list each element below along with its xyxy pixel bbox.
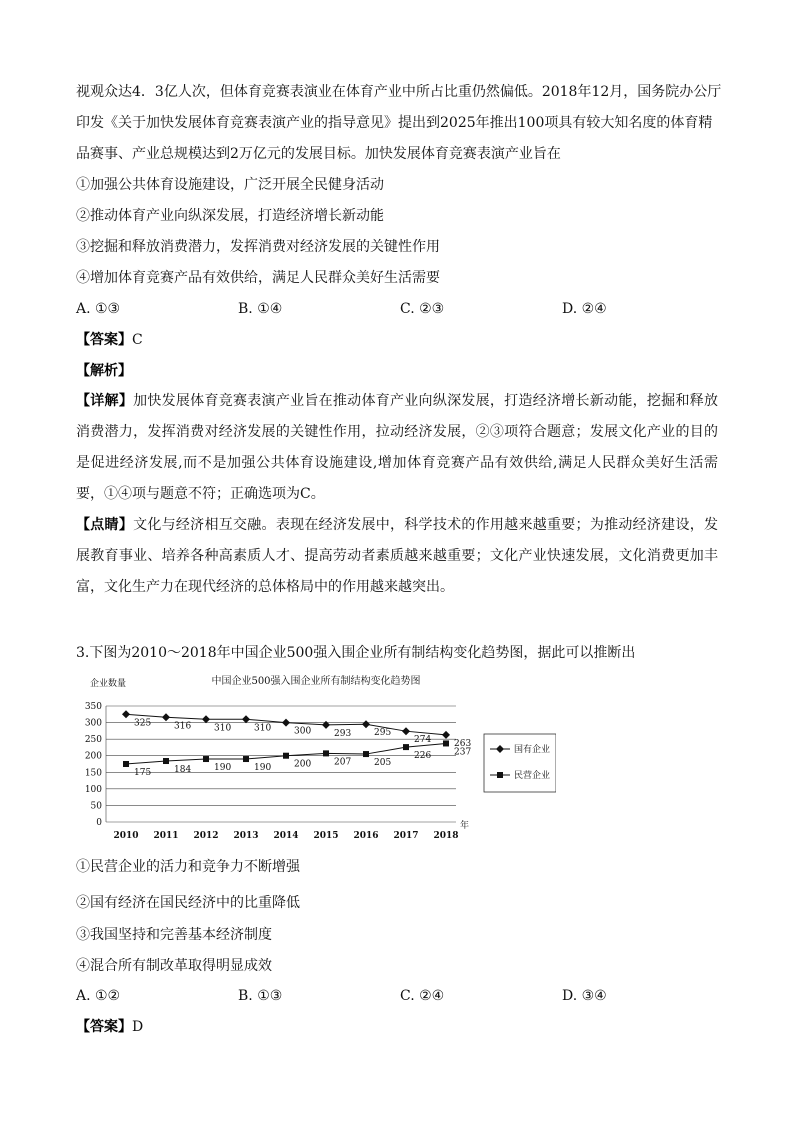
q3-answer — [76, 1017, 143, 1037]
x-tick-label: 2011 — [153, 831, 179, 841]
data-point-diamond — [322, 721, 330, 729]
data-point-diamond — [442, 731, 450, 739]
data-point-square — [403, 744, 409, 750]
data-label: 200 — [294, 759, 312, 770]
q3-answer-tag: 【答案】 — [76, 1019, 132, 1035]
data-label: 325 — [134, 718, 152, 729]
y-tick-label: 250 — [84, 735, 102, 746]
data-point-square — [323, 750, 329, 756]
data-label: 237 — [454, 747, 472, 758]
q2-item-2: ②推动体育产业向纵深发展，打造经济增长新动能 — [76, 208, 384, 224]
q3-option-a[interactable]: A. ①② — [76, 988, 121, 1004]
legend-box — [484, 734, 556, 792]
x-tick-label: 2015 — [313, 831, 339, 841]
q3-option-c[interactable]: C. ②④ — [400, 988, 445, 1004]
q3-item-3: ③我国坚持和完善基本经济制度 — [76, 927, 272, 943]
data-point-square — [443, 740, 449, 746]
ownership-trend-chart — [76, 672, 556, 842]
chart-series — [122, 710, 471, 778]
y-tick-label: 0 — [96, 818, 102, 828]
data-label: 175 — [134, 768, 152, 778]
data-point-diamond — [362, 720, 370, 728]
q2-answer-tag: 【答案】 — [76, 332, 132, 348]
chart-grid — [106, 706, 456, 822]
data-label: 226 — [414, 751, 432, 762]
chart-y-ticks — [85, 702, 102, 828]
legend-label: 民营企业 — [514, 771, 551, 781]
data-label: 190 — [254, 763, 272, 774]
x-tick-label: 2012 — [193, 831, 219, 841]
data-label: 274 — [414, 735, 432, 746]
chart-legend — [484, 734, 556, 792]
q3-option-b[interactable]: B. ①③ — [238, 988, 283, 1004]
y-tick-label: 200 — [84, 751, 102, 762]
data-label: 190 — [214, 763, 232, 774]
data-point-diamond — [202, 715, 210, 723]
data-point-diamond — [122, 710, 130, 718]
data-point-diamond — [402, 727, 410, 735]
data-point-square — [123, 761, 129, 767]
data-label: 263 — [454, 738, 472, 749]
q2-answer-value: C — [132, 332, 143, 348]
q2-option-d[interactable]: D. ②④ — [562, 301, 607, 317]
legend-marker-square — [497, 772, 503, 778]
x-tick-label: 2018 — [433, 831, 459, 841]
q2-item-3: ③挖掘和释放消费潜力，发挥消费对经济发展的关键性作用 — [76, 239, 440, 255]
data-point-diamond — [162, 713, 170, 721]
q2-option-b[interactable]: B. ①④ — [238, 301, 283, 317]
q2-point-text: 文化与经济相互交融。表现在经济发展中，科学技术的作用越来越重要；为推动经济建设，发展教育事业、培养各种高素质人才、提高劳动者素质越来越重要；文化产业快速发展，文化消费更加丰富，文化生产力在现代经济的总体格局中的作用越来越突出。 — [76, 517, 719, 595]
y-tick-label: 150 — [84, 768, 102, 779]
q3-item-2: ②国有经济在国民经济中的比重降低 — [76, 895, 300, 911]
q2-option-c[interactable]: C. ②③ — [400, 301, 445, 317]
q2-answer — [76, 330, 143, 350]
legend-label: 国有企业 — [514, 745, 551, 755]
data-label: 310 — [214, 723, 232, 734]
q3-option-d[interactable]: D. ③④ — [562, 988, 607, 1004]
y-tick-label: 50 — [90, 801, 102, 812]
chart-xlabel: 年 — [460, 821, 470, 831]
x-tick-label: 2010 — [113, 831, 139, 841]
q2-stem-line-2: 印发《关于加快发展体育竞赛表演产业的指导意见》提出到2025年推出100项具有较大知名度的体育精 — [76, 115, 713, 131]
chart-title: 中国企业500强入围企业所有制结构变化趋势图 — [211, 676, 421, 687]
x-tick-label: 2013 — [233, 831, 259, 841]
q2-detail — [76, 386, 718, 510]
data-point-diamond — [282, 719, 290, 727]
x-tick-label: 2014 — [273, 831, 299, 841]
y-tick-label: 300 — [84, 718, 102, 729]
data-point-square — [163, 758, 169, 764]
q3-item-1: ①民营企业的活力和竞争力不断增强 — [76, 859, 300, 875]
q2-stem-line-3: 品赛事、产业总规模达到2万亿元的发展目标。加快发展体育竞赛表演产业旨在 — [76, 146, 561, 162]
q3-item-4: ④混合所有制改革取得明显成效 — [76, 958, 272, 974]
data-label: 207 — [334, 757, 352, 768]
q2-option-a[interactable]: A. ①③ — [76, 301, 121, 317]
data-label: 205 — [374, 758, 392, 769]
chart-x-ticks — [113, 831, 458, 841]
y-tick-label: 350 — [84, 702, 102, 712]
chart-ylabel: 企业数量 — [90, 679, 127, 689]
data-point-square — [203, 756, 209, 762]
q2-analysis-tag — [76, 361, 132, 381]
q2-point-tag: 【点睛】 — [76, 517, 134, 533]
data-point-square — [243, 756, 249, 762]
data-label: 184 — [174, 765, 192, 776]
q2-point — [76, 510, 718, 603]
data-point-diamond — [242, 715, 250, 723]
x-tick-label: 2017 — [393, 831, 419, 841]
data-point-square — [283, 753, 289, 759]
data-label: 300 — [294, 726, 312, 737]
data-point-square — [363, 751, 369, 757]
x-tick-label: 2016 — [353, 831, 379, 841]
analysis-tag-label: 【解析】 — [76, 363, 132, 379]
q2-stem-line-1: 视观众达4．3亿人次，但体育竞赛表演业在体育产业中所占比重仍然偏低。2018年12月，国务院办公厅 — [76, 84, 722, 100]
q2-item-4: ④增加体育竞赛产品有效供给，满足人民群众美好生活需要 — [76, 270, 440, 286]
q2-item-1: ①加强公共体育设施建设，广泛开展全民健身活动 — [76, 177, 384, 193]
data-label: 295 — [374, 728, 392, 739]
data-label: 316 — [174, 721, 192, 732]
q3-stem: 3.下图为2010～2018年中国企业500强入围企业所有制结构变化趋势图，据此可以推断出 — [76, 645, 636, 661]
q3-answer-value: D — [132, 1019, 144, 1035]
q2-detail-text: 加快发展体育竞赛表演产业旨在推动体育产业向纵深发展，打造经济增长新动能，挖掘和释放消费潜力，发挥消费对经济发展的关键性作用，拉动经济发展，②③项符合题意；发展文化产业的目的是促进经济发展,而不是加强公共体育设施建设,增加体育竞赛产品有效供给,满足人民群众美好生活需要，①④项与题意不符；正确选项为C。 — [76, 393, 719, 502]
q2-detail-tag: 【详解】 — [76, 393, 134, 409]
data-label: 293 — [334, 728, 352, 739]
y-tick-label: 100 — [84, 784, 102, 795]
data-label: 310 — [254, 723, 272, 734]
